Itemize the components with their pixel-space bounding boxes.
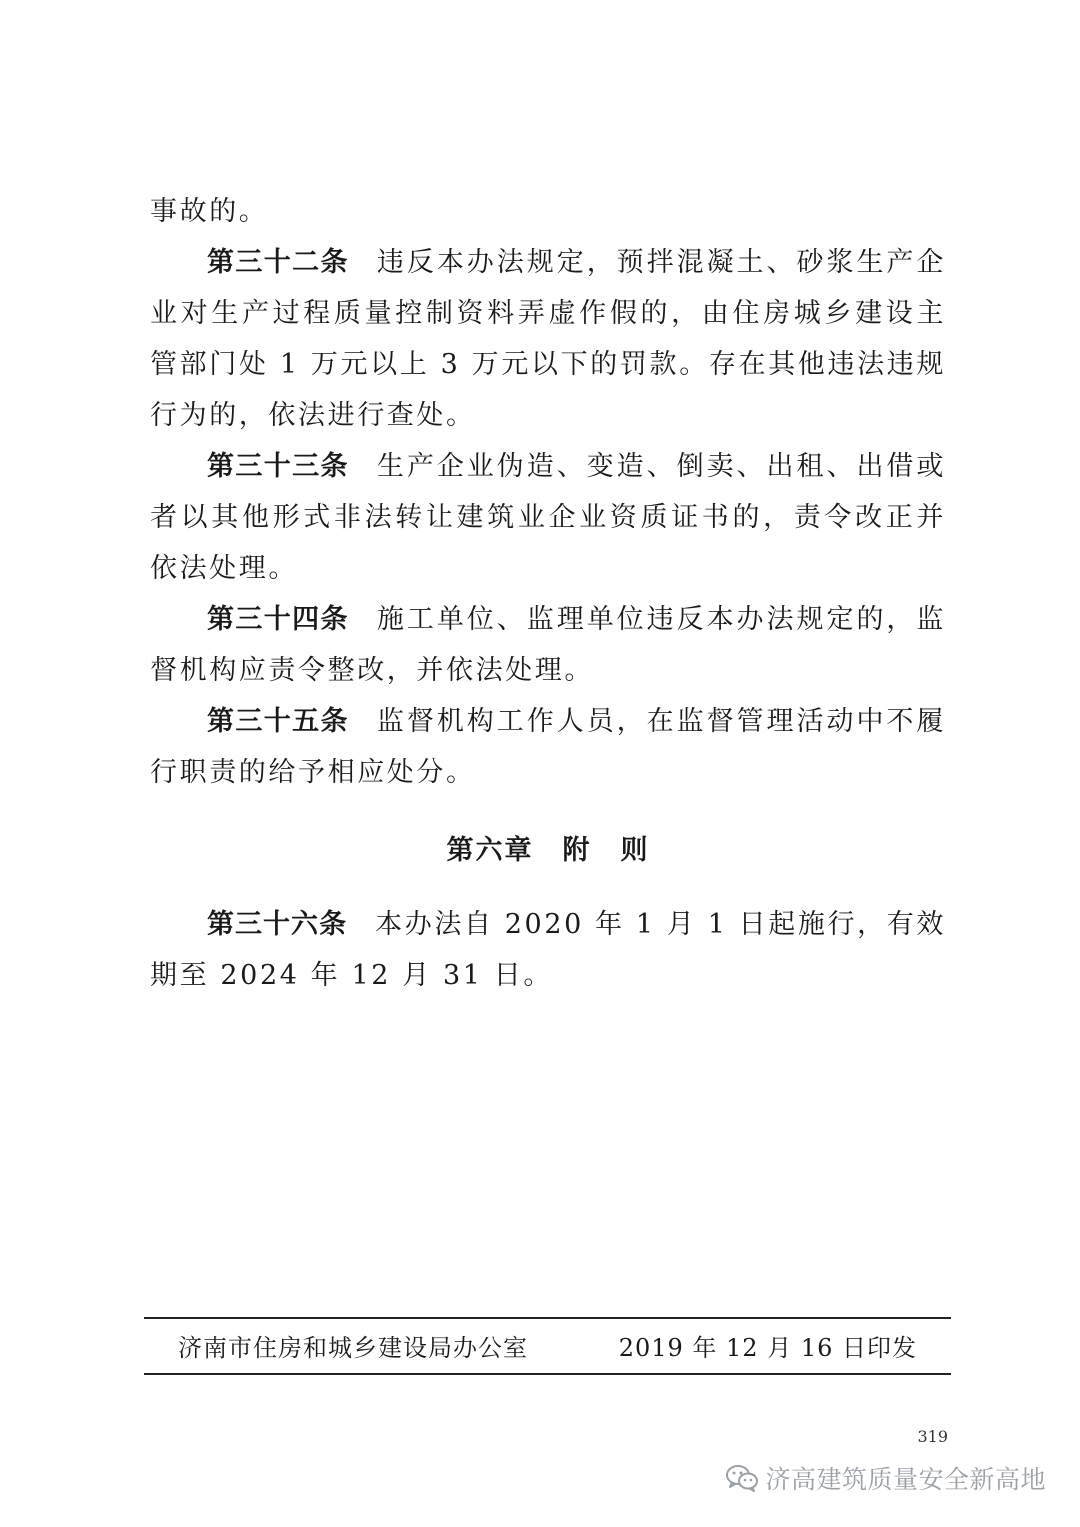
wechat-watermark	[725, 1460, 1046, 1496]
article-text: 监督机构工作人员，在监督管理活动中不履行职责的给予相应处分。	[150, 706, 946, 788]
article-number: 第三十四条	[207, 604, 349, 635]
article-33	[150, 441, 946, 594]
page-number: 319	[917, 1427, 948, 1446]
article-number: 第三十二条	[207, 247, 349, 278]
chapter-title: 第六章 附 则	[446, 835, 650, 866]
article-number: 第三十五条	[207, 706, 349, 737]
issue-date: 2019 年 12 月 16 日印发	[618, 1334, 917, 1362]
article-36	[150, 899, 946, 1001]
article-text: 违反本办法规定，预拌混凝土、砂浆生产企业对生产过程质量控制资料弄虚作假的，由住房城乡建设主管部门处 1 万元以上 3 万元以下的罚款。存在其他违法违规行为的，依法进行查处。	[150, 247, 946, 431]
watermark-text: 济高建筑质量安全新高地	[765, 1465, 1046, 1494]
paragraph-continuation	[150, 186, 946, 237]
article-35	[150, 696, 946, 798]
issuance-footer	[144, 1317, 951, 1375]
wechat-icon	[725, 1463, 759, 1493]
article-number: 第三十三条	[207, 451, 349, 482]
article-text: 施工单位、监理单位违反本办法规定的，监督机构应责令整改，并依法处理。	[150, 604, 946, 686]
issuing-office: 济南市住房和城乡建设局办公室	[178, 1334, 528, 1362]
article-32	[150, 237, 946, 441]
article-34	[150, 594, 946, 696]
article-text: 生产企业伪造、变造、倒卖、出租、出借或者以其他形式非法转让建筑业企业资质证书的，责令改正并依法处理。	[150, 451, 946, 584]
document-body	[150, 186, 946, 1001]
paragraph-text: 事故的。	[150, 196, 269, 227]
article-text: 本办法自 2020 年 1 月 1 日起施行，有效期至 2024 年 12 月 31 日。	[150, 909, 946, 991]
article-number: 第三十六条	[207, 909, 348, 940]
